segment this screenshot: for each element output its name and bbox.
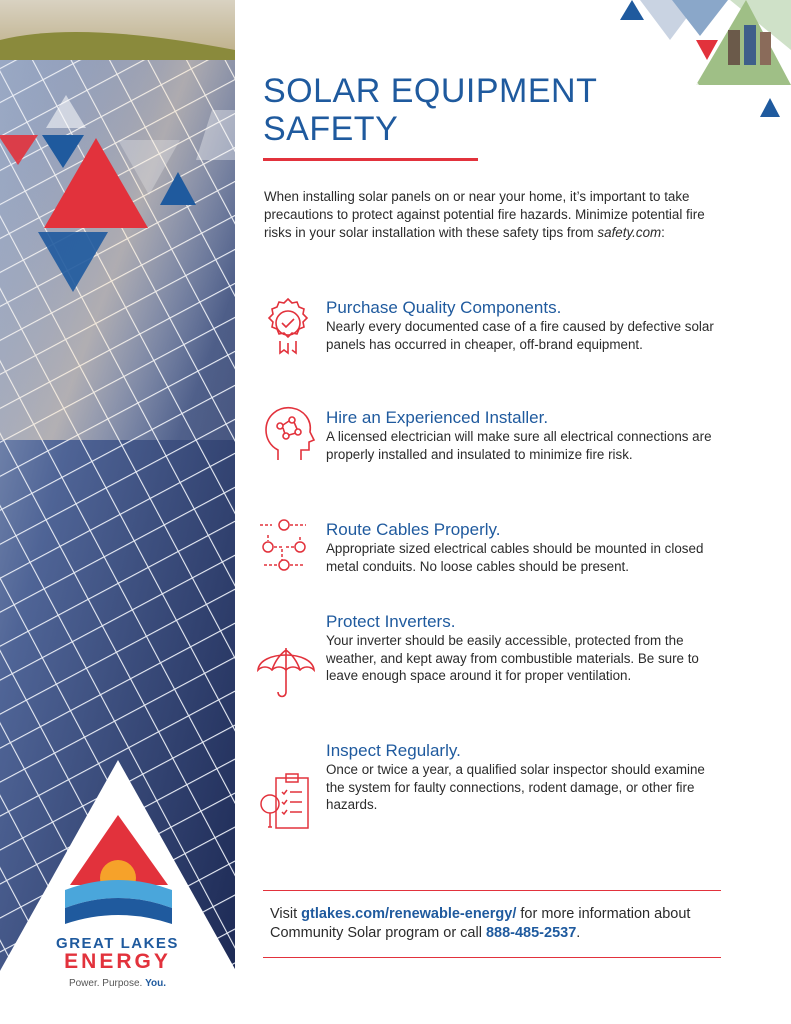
head-network-icon xyxy=(256,402,316,462)
brand-name-line1: GREAT LAKES xyxy=(56,935,179,952)
tagline: Power. Purpose. You. xyxy=(68,978,167,989)
intro-paragraph: When installing solar panels on or near your home, it’s important to take precautions to protect against potential fire hazards. Minimize potential fire risks in your solar installation with these safety tips from safety.com: xyxy=(264,189,705,240)
tip-heading: Protect Inverters. xyxy=(326,612,456,631)
umbrella-icon xyxy=(256,640,316,700)
page-title xyxy=(263,72,597,148)
footer-bottom-rule xyxy=(263,957,721,958)
tip-body: Once or twice a year, a qualified solar inspector should examine the system for faulty connections, rodent damage, or other fire hazards. xyxy=(326,762,705,812)
clipboard-magnifier-icon xyxy=(256,770,316,830)
brand-name-line2: ENERGY xyxy=(64,950,171,973)
tip-body: A licensed electrician will make sure all electrical connections are properly installed and insulated to minimize fire risk. xyxy=(326,429,712,462)
phone-link[interactable]: 888-485-2537 xyxy=(485,925,577,941)
tip-inspect-regularly xyxy=(326,741,726,814)
tip-protect-inverters xyxy=(326,612,726,685)
footer-top-rule xyxy=(263,890,721,891)
tip-experienced-installer xyxy=(326,408,726,463)
great-lakes-energy-logo xyxy=(0,760,240,1000)
tip-purchase-quality xyxy=(326,298,726,353)
source-link[interactable]: safety.com xyxy=(597,225,662,240)
tip-heading: Hire an Experienced Installer. xyxy=(326,408,549,427)
title-underline xyxy=(263,158,478,161)
tip-body: Appropriate sized electrical cables should be mounted in closed metal conduits. No loose cables should be present. xyxy=(326,541,704,574)
tip-heading: Purchase Quality Components. xyxy=(326,298,562,317)
tip-route-cables xyxy=(326,520,726,575)
tip-body: Your inverter should be easily accessible, protected from the weather, and kept away from combustible materials. Be sure to leave enough space around it for proper ventilation. xyxy=(326,633,699,683)
title-line1: SOLAR EQUIPMENT xyxy=(263,72,598,110)
tip-heading: Inspect Regularly. xyxy=(326,741,461,760)
website-link[interactable]: gtlakes.com/renewable-energy/ xyxy=(301,906,517,922)
gear-network-icon xyxy=(256,513,316,573)
tip-body: Nearly every documented case of a fire caused by defective solar panels has occurred in cheaper, off-brand equipment. xyxy=(326,319,714,352)
title-line2: SAFETY xyxy=(263,110,399,148)
tip-heading: Route Cables Properly. xyxy=(326,520,501,539)
award-ribbon-icon xyxy=(256,295,316,355)
footer-contact: Visit gtlakes.com/renewable-energy/ for more information about Community Solar program or call 888-485-2537. xyxy=(270,906,691,941)
family-photo-collage xyxy=(600,0,791,125)
